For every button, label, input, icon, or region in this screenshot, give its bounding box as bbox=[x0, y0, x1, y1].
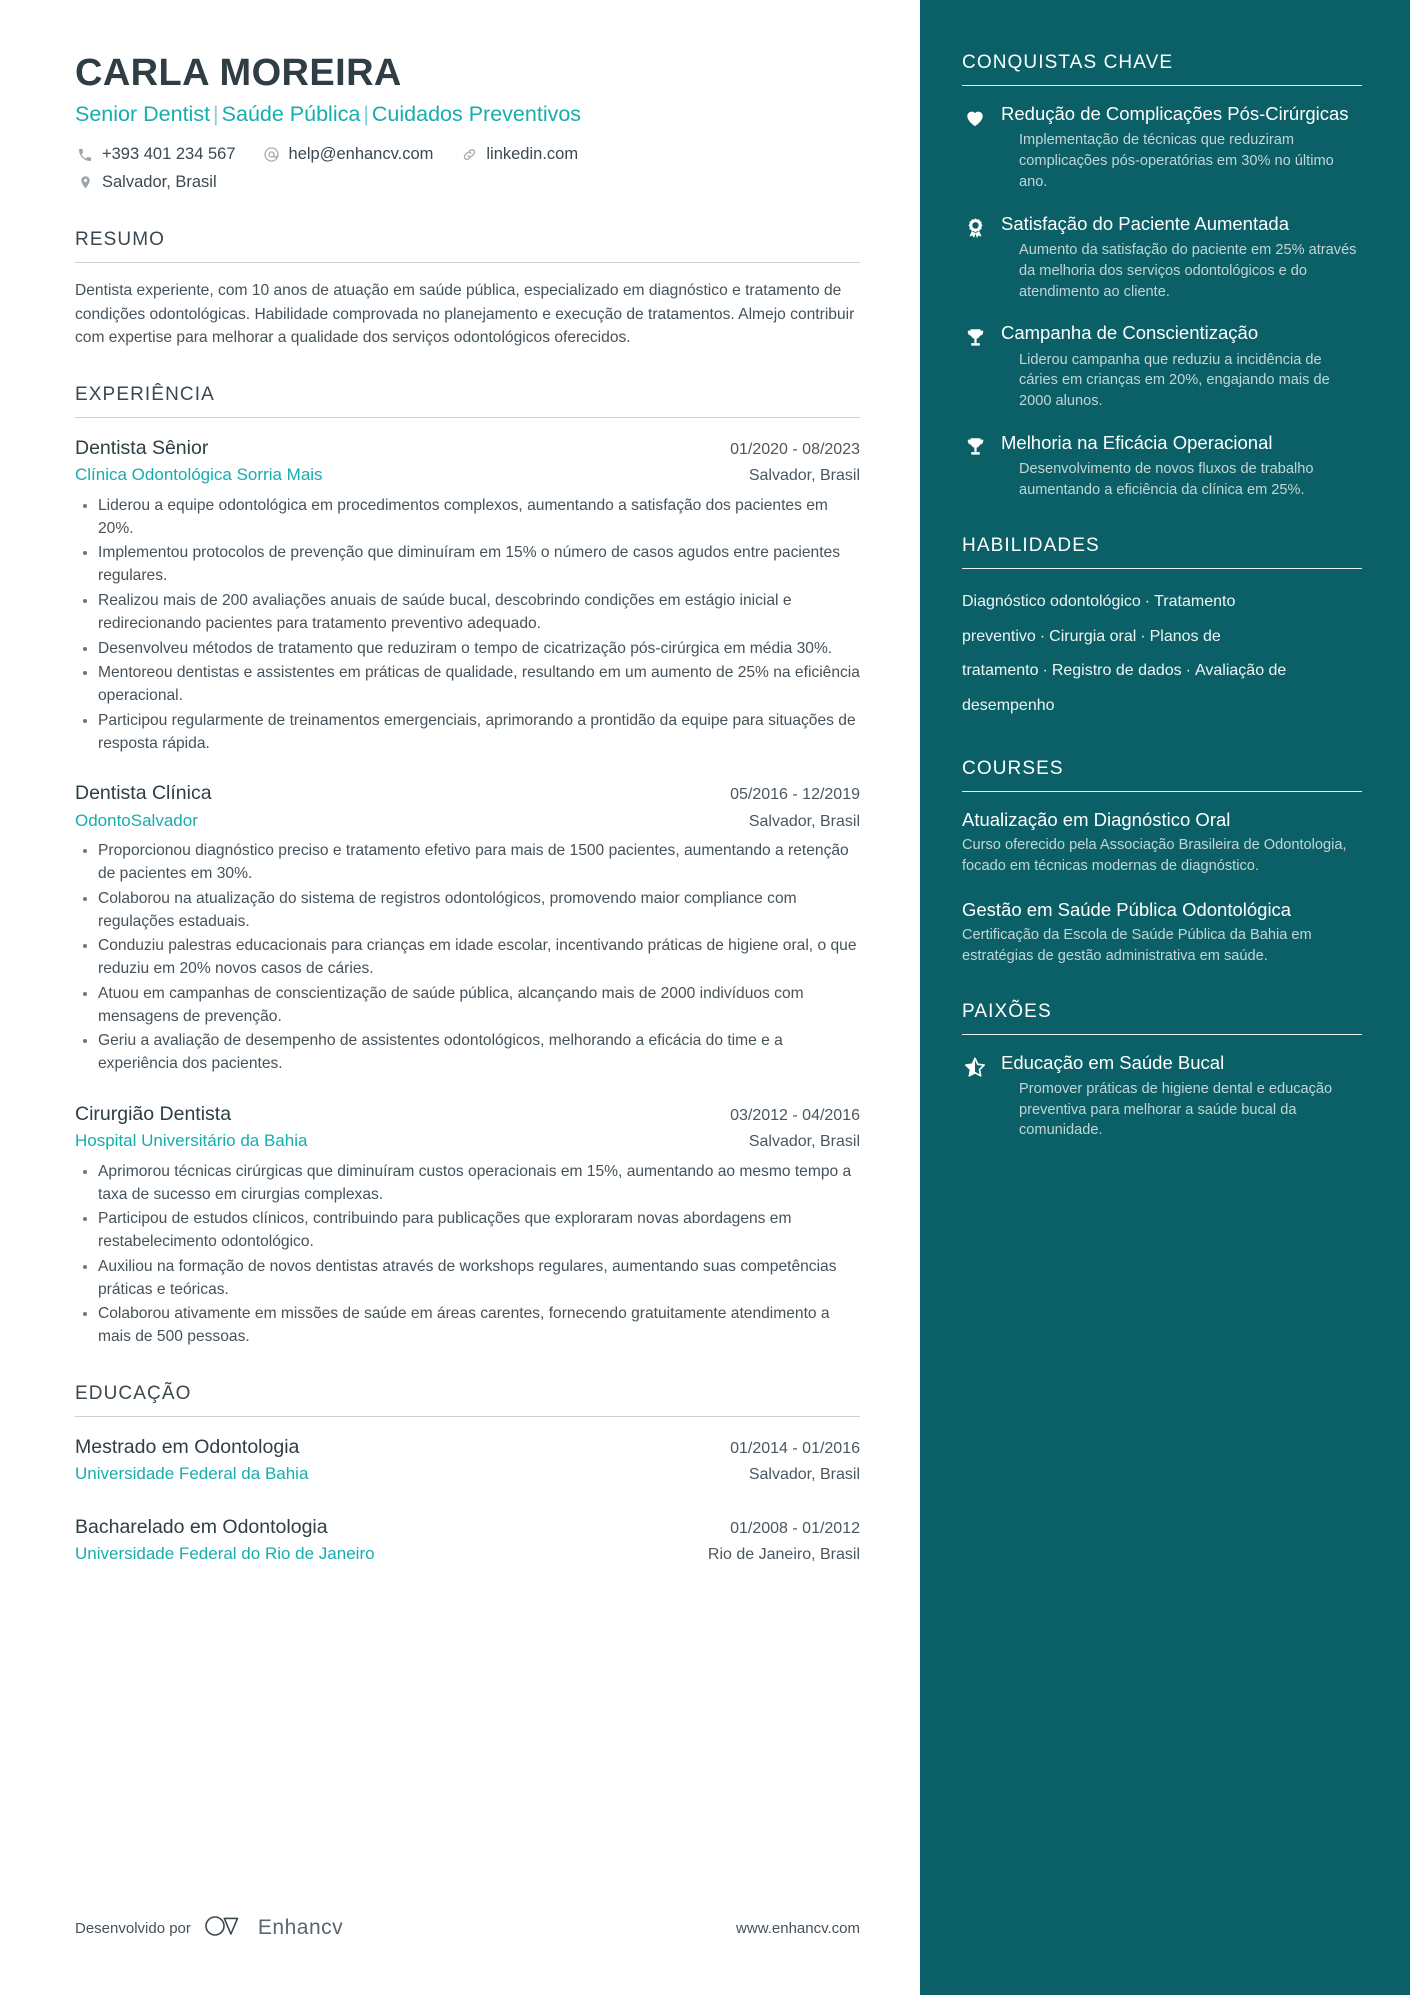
skill-item: Planos de tratamento bbox=[962, 627, 1221, 680]
achievements-heading: CONQUISTAS CHAVE bbox=[962, 52, 1174, 73]
sidebar bbox=[920, 0, 1410, 1995]
section-skills bbox=[962, 535, 1362, 724]
education-entry-header bbox=[75, 1513, 860, 1541]
section-education bbox=[75, 1383, 860, 1567]
experience-bullet: Realizou mais de 200 avaliações anuais de saúde bucal, descobrindo condições em estágio inicial e redirecionando pacientes para tratamento preventivo adequado. bbox=[75, 590, 860, 636]
course-description: Certificação da Escola de Saúde Pública da Bahia em estratégias de gestão administrativa em saúde. bbox=[962, 927, 1312, 964]
course-title: Gestão em Saúde Pública Odontológica bbox=[962, 898, 1292, 920]
sidebar-divider bbox=[962, 568, 1362, 569]
svg-text:1: 1 bbox=[973, 224, 977, 230]
experience-location: Salvador, Brasil bbox=[748, 467, 860, 485]
experience-bullet: Liderou a equipe odontológica em procedimentos complexos, aumentando a satisfação dos pacientes em 20%. bbox=[75, 495, 860, 541]
skills-heading: HABILIDADES bbox=[962, 534, 1100, 556]
education-heading: EDUCAÇÃO bbox=[75, 1382, 192, 1404]
skill-item: Avaliação de desempenho bbox=[962, 662, 1287, 714]
section-divider bbox=[75, 1416, 860, 1417]
location-pin-icon bbox=[75, 173, 95, 193]
achievement-description: Implementação de técnicas que reduziram complicações pós-operatórias em 30% no último ano. bbox=[1019, 132, 1334, 190]
section-summary bbox=[75, 229, 860, 350]
headline-part-1: Senior Dentist bbox=[75, 101, 211, 126]
trophy-icon bbox=[962, 324, 988, 350]
experience-bullet: Participou regularmente de treinamentos emergenciais, aprimorando a prontidão da equipe para situações de resposta rápida. bbox=[75, 710, 860, 756]
achievement-body bbox=[1001, 212, 1362, 303]
contact-email-text: help@enhancv.com bbox=[288, 145, 434, 164]
experience-bullet: Geriu a avaliação de desempenho de assistentes odontológicos, melhorando a eficácia do time e a experiência dos pacientes. bbox=[75, 1030, 860, 1076]
experience-role: Dentista Sênior bbox=[75, 437, 209, 460]
education-dates: 01/2008 - 01/2012 bbox=[730, 1519, 860, 1537]
section-passions bbox=[962, 1001, 1362, 1142]
experience-entry-subheader bbox=[75, 463, 860, 488]
experience-bullet-list bbox=[75, 1161, 860, 1349]
experience-bullet: Implementou protocolos de prevenção que diminuíram em 15% o número de casos agudos entre pacientes regulares. bbox=[75, 542, 860, 588]
headline-separator: | bbox=[213, 101, 219, 126]
contact-block bbox=[75, 142, 860, 195]
award-ribbon-icon bbox=[962, 215, 988, 241]
summary-text: Dentista experiente, com 10 anos de atuação em saúde pública, especializado em diagnóstico e tratamento de condições odontológicas. Habilidade comprovada no planejamento e execução de tratamentos. Almejo contribuir com expertise para melhorar a qualidade dos serviços odontológicos oferecidos. bbox=[75, 281, 855, 347]
experience-role: Dentista Clínica bbox=[75, 782, 212, 805]
achievement-title: Satisfação do Paciente Aumentada bbox=[1001, 212, 1289, 234]
experience-bullet-list bbox=[75, 840, 860, 1076]
contact-line-location bbox=[75, 170, 860, 195]
achievement-item bbox=[962, 102, 1362, 193]
summary-heading: RESUMO bbox=[75, 228, 165, 250]
contact-line-primary bbox=[75, 142, 860, 167]
experience-entry-subheader bbox=[75, 809, 860, 834]
contact-phone[interactable] bbox=[75, 142, 236, 167]
skills-list bbox=[962, 585, 1362, 724]
achievement-description: Aumento da satisfação do paciente em 25% através da melhoria dos serviços odontológicos e do atendimento ao cliente. bbox=[1019, 242, 1357, 300]
course-item bbox=[962, 808, 1362, 877]
contact-phone-text: +393 401 234 567 bbox=[102, 145, 236, 164]
passion-description: Promover práticas de higiene dental e educação preventiva para melhorar a saúde bucal da comunidade. bbox=[1019, 1081, 1333, 1139]
achievement-title: Campanha de Conscientização bbox=[1001, 322, 1259, 344]
achievement-title: Melhoria na Eficácia Operacional bbox=[1001, 431, 1273, 453]
skill-item: Registro de dados bbox=[1051, 662, 1182, 680]
section-achievements bbox=[962, 52, 1362, 501]
link-icon bbox=[459, 145, 479, 165]
experience-entry bbox=[75, 1100, 860, 1349]
experience-dates: 05/2016 - 12/2019 bbox=[730, 786, 860, 804]
courses-heading: COURSES bbox=[962, 757, 1064, 779]
achievement-body bbox=[1001, 102, 1362, 193]
experience-bullet: Mentoreou dentistas e assistentes em práticas de qualidade, resultando em um aumento de 25% na eficiência operacional. bbox=[75, 662, 860, 708]
sidebar-divider bbox=[962, 791, 1362, 792]
education-dates: 01/2014 - 01/2016 bbox=[730, 1439, 860, 1457]
contact-email[interactable] bbox=[262, 142, 434, 167]
professional-headline bbox=[75, 101, 860, 129]
email-icon bbox=[262, 145, 282, 165]
page-title: CARLA MOREIRA bbox=[75, 52, 402, 94]
experience-heading: EXPERIÊNCIA bbox=[75, 384, 215, 406]
sidebar-divider bbox=[962, 1034, 1362, 1035]
headline-part-2: Saúde Pública bbox=[221, 101, 361, 126]
course-description: Curso oferecido pela Associação Brasileira de Odontologia, focado em técnicas modernas de diagnóstico. bbox=[962, 837, 1347, 874]
experience-bullet: Colaborou ativamente em missões de saúde em áreas carentes, fornecendo gratuitamente atendimento a mais de 500 pessoas. bbox=[75, 1303, 860, 1349]
experience-organization: OdontoSalvador bbox=[75, 810, 198, 830]
education-degree: Mestrado em Odontologia bbox=[75, 1435, 300, 1458]
section-divider bbox=[75, 417, 860, 418]
achievement-item bbox=[962, 431, 1362, 501]
passions-list bbox=[962, 1051, 1362, 1142]
skill-separator: · bbox=[1144, 592, 1151, 610]
education-entry bbox=[75, 1433, 860, 1487]
experience-bullet: Desenvolveu métodos de tratamento que reduziram o tempo de cicatrização pós-cirúrgica em média 30%. bbox=[75, 638, 860, 661]
skill-item: Diagnóstico odontológico bbox=[962, 592, 1141, 610]
education-entry bbox=[75, 1513, 860, 1567]
enhancv-logo-icon bbox=[203, 1913, 247, 1943]
headline-separator: | bbox=[363, 101, 369, 126]
experience-bullet: Proporcionou diagnóstico preciso e tratamento efetivo para mais de 1500 pacientes, aumentando a retenção de pacientes em 30%. bbox=[75, 840, 860, 886]
trophy-icon bbox=[962, 434, 988, 460]
heart-icon bbox=[962, 105, 988, 131]
achievement-body bbox=[1001, 321, 1362, 412]
section-divider bbox=[75, 262, 860, 263]
achievements-list bbox=[962, 102, 1362, 501]
sidebar-divider bbox=[962, 85, 1362, 86]
achievement-body bbox=[1001, 431, 1362, 501]
education-school: Universidade Federal da Bahia bbox=[75, 1464, 309, 1484]
education-entry-header bbox=[75, 1433, 860, 1461]
experience-bullet: Auxiliou na formação de novos dentistas através de workshops regulares, aumentando suas competências práticas e teóricas. bbox=[75, 1256, 860, 1302]
experience-location: Salvador, Brasil bbox=[748, 812, 860, 830]
experience-bullet: Participou de estudos clínicos, contribuindo para publicações que exploraram novas abordagens em restabelecimento odontológico. bbox=[75, 1208, 860, 1254]
achievement-title: Redução de Complicações Pós-Cirúrgicas bbox=[1001, 103, 1349, 124]
experience-location: Salvador, Brasil bbox=[748, 1133, 860, 1151]
experience-entry bbox=[75, 434, 860, 755]
skill-separator: · bbox=[1042, 662, 1048, 680]
experience-dates: 01/2020 - 08/2023 bbox=[730, 441, 860, 459]
footer-credit-text: Desenvolvido por bbox=[75, 1919, 191, 1937]
passion-title: Educação em Saúde Bucal bbox=[1001, 1051, 1225, 1073]
experience-bullet: Atuou em campanhas de conscientização de saúde pública, alcançando mais de 2000 indivíduos com mensagens de prevenção. bbox=[75, 983, 860, 1029]
course-item bbox=[962, 898, 1362, 967]
passions-heading: PAIXÕES bbox=[962, 1000, 1052, 1022]
experience-dates: 03/2012 - 04/2016 bbox=[730, 1106, 860, 1124]
achievement-description: Liderou campanha que reduziu a incidência de cáries em crianças em 20%, engajando mais de 2000 alunos. bbox=[1019, 351, 1330, 410]
experience-bullet-list bbox=[75, 495, 860, 755]
section-courses bbox=[962, 758, 1362, 967]
achievement-item bbox=[962, 212, 1362, 303]
skill-separator: · bbox=[1039, 627, 1046, 645]
passion-item bbox=[962, 1051, 1362, 1142]
passion-body bbox=[1001, 1051, 1362, 1142]
contact-linkedin-text: linkedin.com bbox=[486, 145, 579, 164]
skill-item: Tratamento preventivo bbox=[962, 592, 1236, 645]
experience-role: Cirurgião Dentista bbox=[75, 1102, 232, 1125]
contact-location-text: Salvador, Brasil bbox=[102, 173, 217, 192]
experience-bullet: Colaborou na atualização do sistema de registros odontológicos, promovendo maior compliance com regulações estaduais. bbox=[75, 888, 860, 934]
experience-bullet: Aprimorou técnicas cirúrgicas que diminuíram custos operacionais em 15%, aumentando ao mesmo tempo a taxa de sucesso em cirurgias complexas. bbox=[75, 1161, 860, 1207]
achievement-item bbox=[962, 321, 1362, 412]
section-experience bbox=[75, 384, 860, 1349]
education-school: Universidade Federal do Rio de Janeiro bbox=[75, 1544, 375, 1564]
experience-entry-subheader bbox=[75, 1129, 860, 1154]
education-list bbox=[75, 1433, 860, 1567]
contact-location bbox=[75, 170, 217, 195]
contact-linkedin[interactable] bbox=[459, 142, 578, 167]
headline-part-3: Cuidados Preventivos bbox=[371, 101, 582, 126]
skill-separator: · bbox=[1140, 627, 1146, 645]
phone-icon bbox=[75, 145, 95, 165]
achievement-description: Desenvolvimento de novos fluxos de trabalho aumentando a eficiência da clínica em 25%. bbox=[1019, 461, 1314, 499]
experience-entry-header bbox=[75, 779, 860, 807]
education-location: Salvador, Brasil bbox=[748, 1466, 860, 1484]
education-entry-subheader bbox=[75, 1542, 860, 1567]
education-entry-subheader bbox=[75, 1462, 860, 1487]
footer-website-url[interactable]: www.enhancv.com bbox=[736, 1919, 860, 1937]
experience-organization: Hospital Universitário da Bahia bbox=[75, 1131, 308, 1151]
skill-separator: · bbox=[1185, 662, 1191, 680]
courses-list bbox=[962, 808, 1362, 967]
page-footer bbox=[75, 1913, 860, 1943]
experience-entry-header bbox=[75, 1100, 860, 1128]
experience-organization: Clínica Odontológica Sorria Mais bbox=[75, 465, 323, 485]
course-title: Atualização em Diagnóstico Oral bbox=[962, 808, 1231, 830]
experience-entry-header bbox=[75, 434, 860, 462]
experience-bullet: Conduziu palestras educacionais para crianças em idade escolar, incentivando práticas de higiene oral, o que reduziu em 20% novos casos de cáries. bbox=[75, 935, 860, 981]
experience-list bbox=[75, 434, 860, 1349]
enhancv-branding bbox=[75, 1913, 343, 1943]
skill-item: Cirurgia oral bbox=[1049, 627, 1137, 645]
education-location: Rio de Janeiro, Brasil bbox=[707, 1546, 860, 1564]
enhancv-wordmark: Enhancv bbox=[257, 1916, 344, 1939]
experience-entry bbox=[75, 779, 860, 1076]
star-half-icon bbox=[962, 1054, 988, 1080]
education-degree: Bacharelado em Odontologia bbox=[75, 1515, 328, 1538]
